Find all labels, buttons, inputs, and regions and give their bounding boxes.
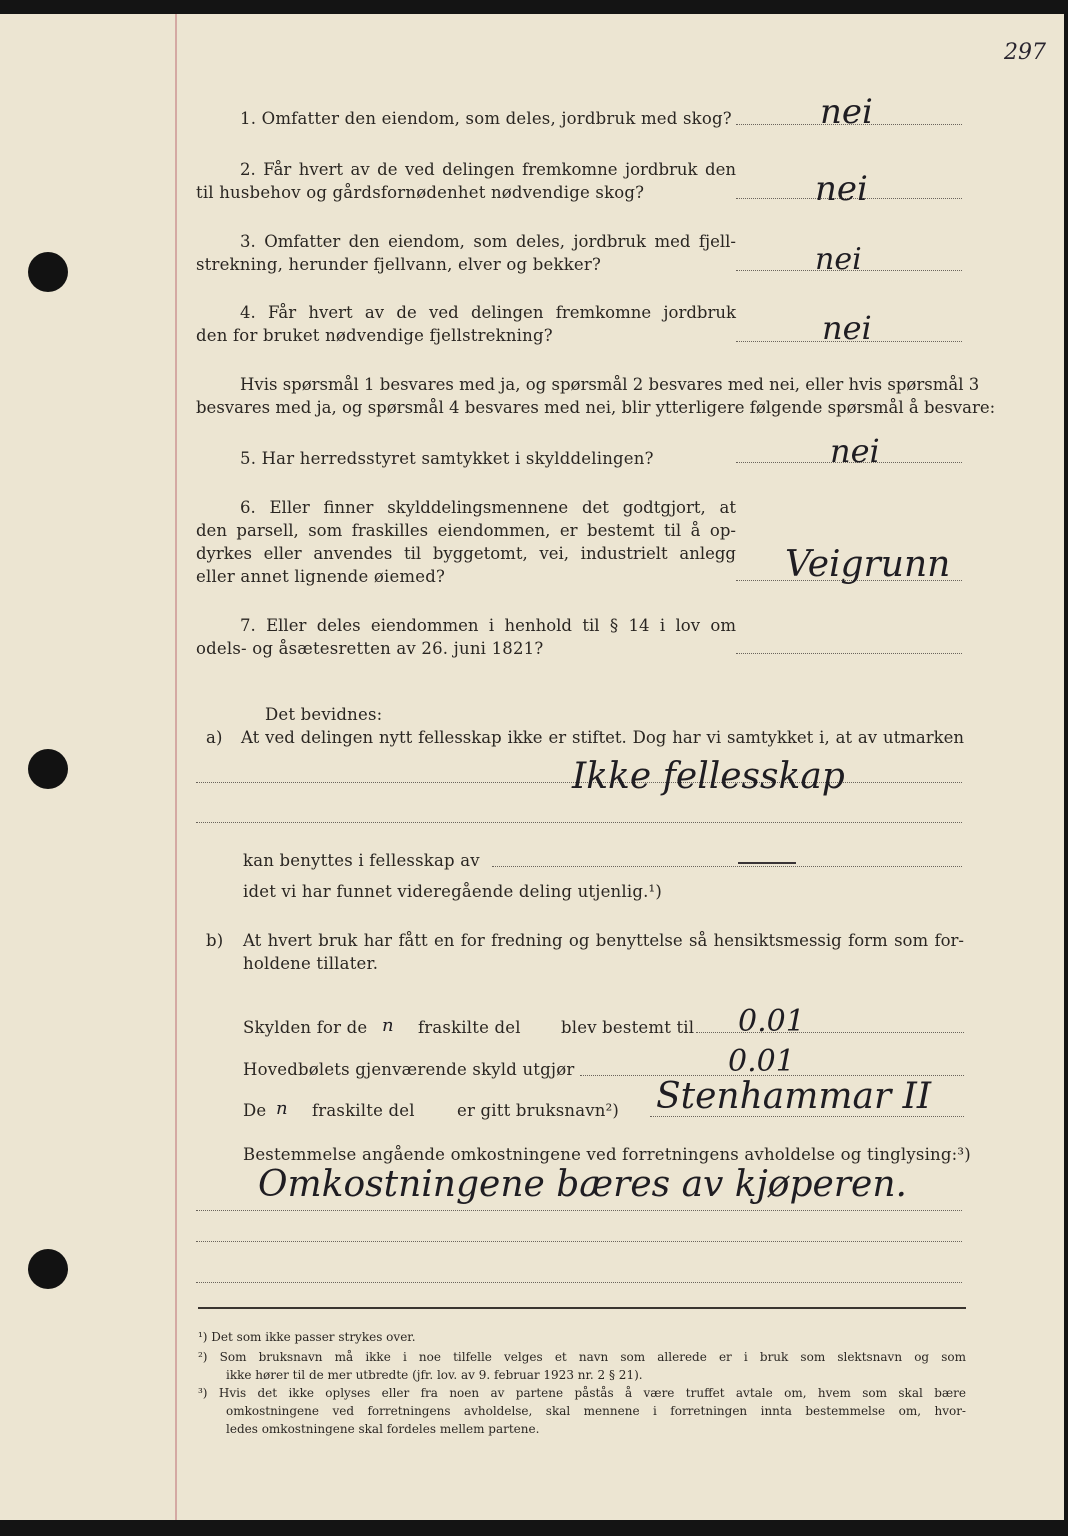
answer-4: nei xyxy=(822,309,872,347)
bruksnavn-value: Stenhammar II xyxy=(656,1076,932,1117)
item-b-line-2: holdene tillater. xyxy=(243,954,379,973)
page-number: 297 xyxy=(1004,40,1046,65)
item-a-answer: Ikke fellesskap xyxy=(572,756,845,797)
item-b-line-1: At hvert bruk har fått en for fredning og benyttelse så hensiktsmessig form som for- xyxy=(243,931,964,950)
margin-rule xyxy=(175,14,177,1520)
bruksnavn-label-2: fraskilte del xyxy=(312,1101,415,1120)
skyld-label-2: fraskilte del xyxy=(418,1018,521,1037)
skyld-label-1: Skylden for de xyxy=(243,1018,368,1037)
fill-line xyxy=(196,1241,962,1242)
question-4-line-2: den for bruket nødvendige fjellstrekning? xyxy=(196,326,553,345)
item-a-line-2: kan benyttes i fellesskap av xyxy=(243,851,480,870)
hovedbol-label: Hovedbølets gjenværende skyld utgjør xyxy=(243,1060,575,1079)
handwritten-dash xyxy=(738,862,796,864)
answer-2: nei xyxy=(815,169,868,209)
question-7-line-2: odels- og åsætesretten av 26. juni 1821? xyxy=(196,639,544,658)
omkostning-value: Omkostningene bæres av kjøperen. xyxy=(258,1164,907,1205)
fill-line xyxy=(696,1032,964,1033)
answer-5: nei xyxy=(830,432,880,470)
bruksnavn-label-3: er gitt bruksnavn²) xyxy=(457,1101,620,1120)
fill-line xyxy=(196,1282,962,1283)
skyld-label-3: blev bestemt til xyxy=(561,1018,695,1037)
bevidnes-heading: Det bevidnes: xyxy=(265,705,383,724)
answer-6: Veigrunn xyxy=(785,544,951,585)
item-a-line-1: At ved delingen nytt fellesskap ikke er stiftet. Dog har vi samtykket i, at av utmarken xyxy=(241,728,964,747)
omkostning-label: Bestemmelse angående omkostningene ved forretningens avholdelse og tinglysing:³) xyxy=(243,1145,971,1164)
footnote-2-line-2: ikke hører til de mer utbredte (jfr. lov. av 9. februar 1923 nr. 2 § 21). xyxy=(226,1368,643,1382)
question-3-line-1: 3. Omfatter den eiendom, som deles, jordbruk med fjell- xyxy=(240,232,736,251)
answer-3: nei xyxy=(815,242,862,277)
footnote-2-line-1: ²) Som bruksnavn må ikke i noe tilfelle velges et navn som allerede er i bruk som slektsnavn og som xyxy=(198,1350,966,1364)
item-a-line-3: idet vi har funnet videregående deling utjenlig.¹) xyxy=(243,882,662,901)
punch-hole xyxy=(28,252,68,292)
answer-1: nei xyxy=(820,92,873,132)
footnote-3-line-3: ledes omkostningene skal fordeles mellem partene. xyxy=(226,1422,540,1436)
punch-hole xyxy=(28,749,68,789)
question-2-line-1: 2. Får hvert av de ved delingen fremkomne jordbruk den xyxy=(240,160,736,179)
skyld-value: 0.01 xyxy=(738,1004,805,1039)
question-7-line-1: 7. Eller deles eiendommen i henhold til § 14 i lov om xyxy=(240,616,736,635)
conditional-intro-line-2: besvares med ja, og spørsmål 4 besvares med nei, blir ytterligere følgende spørsmål å besvare: xyxy=(196,398,996,417)
hovedbol-value: 0.01 xyxy=(728,1044,795,1079)
punch-hole xyxy=(28,1249,68,1289)
question-6-line-2: den parsell, som fraskilles eiendommen, er bestemt til å op- xyxy=(196,521,736,540)
question-6-line-3: dyrkes eller anvendes til byggetomt, vei, industrielt anlegg xyxy=(196,544,736,563)
item-a-label: a) xyxy=(206,728,223,747)
footnote-1: ¹) Det som ikke passer strykes over. xyxy=(198,1330,416,1344)
conditional-intro-line-1: Hvis spørsmål 1 besvares med ja, og spørsmål 2 besvares med nei, eller hvis spørsmål 3 xyxy=(240,375,980,394)
question-3-line-2: strekning, herunder fjellvann, elver og bekker? xyxy=(196,255,601,274)
fill-line xyxy=(196,822,962,823)
fill-line xyxy=(492,866,962,867)
skyld-mark: n xyxy=(382,1015,394,1036)
footnote-3-line-2: omkostningene ved forretningens avholdelse, skal mennene i forretningen innta bestemmelse om, hvor- xyxy=(226,1404,966,1418)
question-5: 5. Har herredsstyret samtykket i skylddelingen? xyxy=(240,449,654,468)
document-page xyxy=(0,14,1064,1520)
bruksnavn-label-1: De xyxy=(243,1101,267,1120)
footnote-3-line-1: ³) Hvis det ikke oplyses eller fra noen av partene påstås å være truffet avtale om, hvem som skal bære xyxy=(198,1386,966,1400)
item-b-label: b) xyxy=(206,931,224,950)
question-4-line-1: 4. Får hvert av de ved delingen fremkomne jordbruk xyxy=(240,303,736,322)
answer-line xyxy=(736,653,962,654)
question-6-line-4: eller annet lignende øiemed? xyxy=(196,567,446,586)
question-1: 1. Omfatter den eiendom, som deles, jordbruk med skog? xyxy=(240,109,732,128)
question-6-line-1: 6. Eller finner skylddelingsmennene det godtgjort, at xyxy=(240,498,736,517)
bruksnavn-mark: n xyxy=(276,1098,288,1119)
fill-line xyxy=(196,1210,962,1211)
question-2-line-2: til husbehov og gårdsfornødenhet nødvendige skog? xyxy=(196,183,645,202)
footnote-rule xyxy=(198,1307,966,1309)
